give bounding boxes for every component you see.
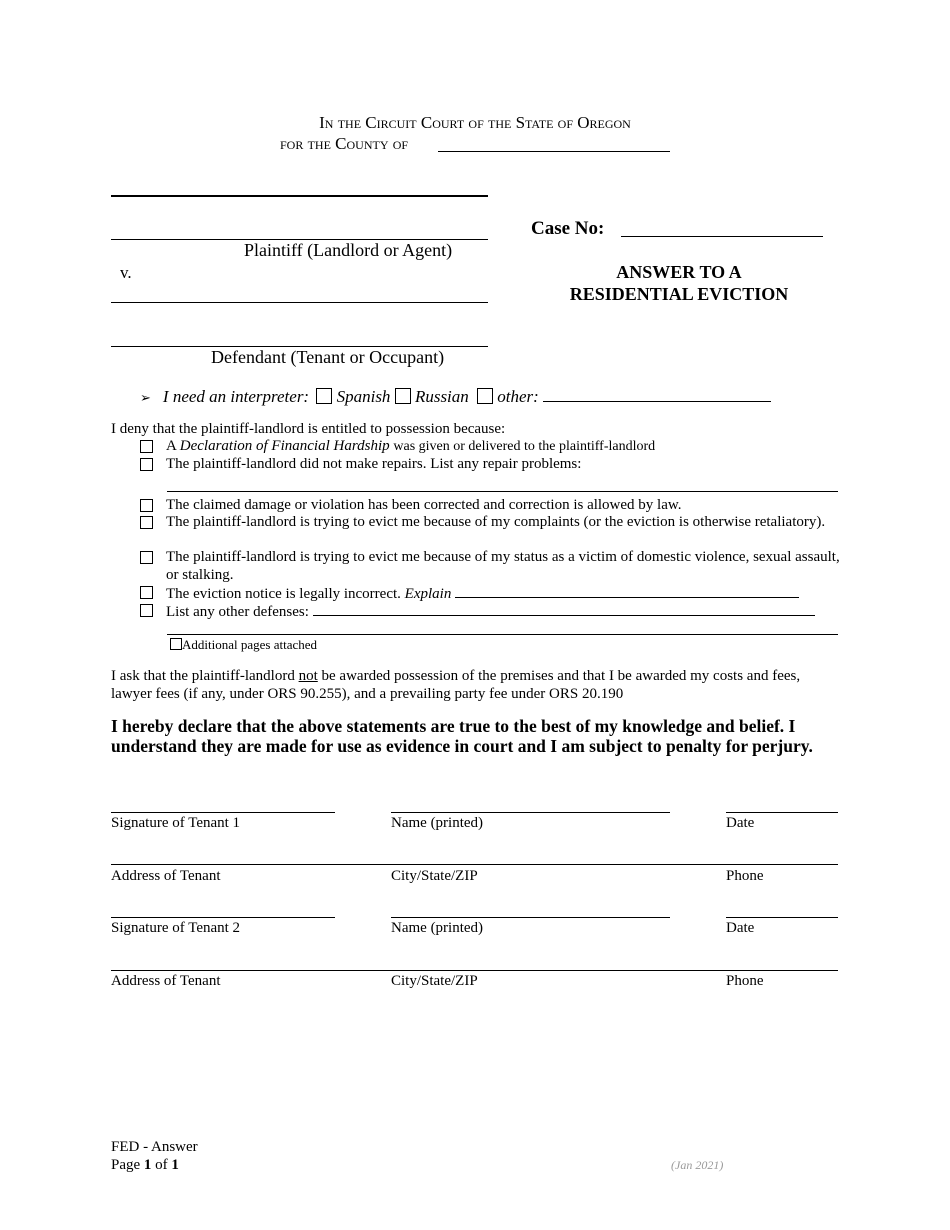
- document-title-line1: ANSWER TO A: [616, 262, 742, 282]
- additional-pages: [170, 637, 317, 653]
- defense-corrected-text: The claimed damage or violation has been corrected and correction is allowed by law.: [166, 497, 682, 513]
- address-2-line[interactable]: [111, 970, 838, 971]
- defense-repairs-text: The plaintiff-landlord did not make repairs. List any repair problems:: [166, 456, 582, 472]
- phone-2-label: Phone: [726, 973, 764, 989]
- interpreter-prompt: I need an interpreter:: [162, 387, 310, 406]
- additional-pages-checkbox[interactable]: [170, 638, 182, 650]
- spanish-label: Spanish: [336, 387, 391, 406]
- signature-1-line[interactable]: [111, 812, 335, 813]
- perjury-declaration: I hereby declare that the above statements are true to the best of my knowledge and belief. I understand they are made for use as evidence in court and I am subject to penalty for perjury.: [111, 716, 813, 756]
- deny-intro: I deny that the plaintiff-landlord is entitled to possession because:: [111, 421, 506, 437]
- versus-label: v.: [120, 263, 132, 282]
- notice-explain-field[interactable]: [455, 584, 799, 598]
- defendant-label: Defendant (Tenant or Occupant): [211, 347, 445, 367]
- russian-checkbox[interactable]: [395, 388, 411, 404]
- other-defenses-line-2[interactable]: [167, 634, 838, 635]
- footer-form-name: FED - Answer: [111, 1139, 198, 1155]
- defense-notice-incorrect: [140, 584, 840, 604]
- other-language-label: other:: [497, 387, 539, 406]
- defense-corrected: [140, 497, 840, 515]
- defense-retaliation: [140, 514, 840, 532]
- defendant-name-line-1[interactable]: [111, 302, 488, 303]
- defense-hardship-text: was given or delivered to the plaintiff-landlord: [393, 439, 656, 454]
- defense-notice-explain: Explain: [404, 586, 452, 602]
- defense-hardship-checkbox[interactable]: [140, 440, 153, 453]
- request-text-pre: I ask that the plaintiff-landlord: [111, 668, 295, 684]
- request-not: not: [298, 668, 318, 684]
- name-1-line[interactable]: [391, 812, 670, 813]
- spanish-checkbox[interactable]: [316, 388, 332, 404]
- defense-victim-status-checkbox[interactable]: [140, 551, 153, 564]
- case-no-label: Case No:: [531, 218, 605, 239]
- date-1-label: Date: [726, 815, 755, 831]
- signature-2-label: Signature of Tenant 2: [111, 920, 241, 936]
- defense-corrected-checkbox[interactable]: [140, 499, 153, 512]
- defense-victim-status: [140, 549, 840, 584]
- defense-hardship-prefix: A: [166, 438, 177, 454]
- city-2-label: City/State/ZIP: [391, 973, 478, 989]
- defense-other: [140, 602, 840, 622]
- address-1-label: Address of Tenant: [111, 868, 221, 884]
- defense-repairs: [140, 456, 840, 474]
- name-2-label: Name (printed): [391, 920, 484, 936]
- plaintiff-label: Plaintiff (Landlord or Agent): [244, 240, 453, 260]
- footer-of-word: of: [155, 1157, 168, 1173]
- defense-notice-incorrect-checkbox[interactable]: [140, 586, 153, 599]
- defense-hardship: [140, 438, 840, 456]
- name-1-label: Name (printed): [391, 815, 484, 831]
- document-title: [530, 261, 828, 305]
- county-label: for the County of: [280, 134, 409, 153]
- case-no-field[interactable]: [621, 236, 823, 237]
- arrow-bullet-icon: ➢: [140, 391, 151, 406]
- court-name: In the Circuit Court of the State of Oregon: [319, 113, 631, 132]
- request-paragraph: [111, 668, 841, 703]
- defense-retaliation-text: The plaintiff-landlord is trying to evict me because of my complaints (or the eviction is otherwise retaliatory).: [166, 514, 826, 530]
- signature-1-label: Signature of Tenant 1: [111, 815, 241, 831]
- name-2-line[interactable]: [391, 917, 670, 918]
- date-2-label: Date: [726, 920, 755, 936]
- defense-retaliation-checkbox[interactable]: [140, 516, 153, 529]
- defense-other-text: List any other defenses:: [166, 604, 309, 620]
- city-1-label: City/State/ZIP: [391, 868, 478, 884]
- date-1-line[interactable]: [726, 812, 838, 813]
- russian-label: Russian: [414, 387, 469, 406]
- footer-page-number: [111, 1157, 179, 1175]
- defense-hardship-emphasis: Declaration of Financial Hardship: [179, 438, 390, 454]
- additional-pages-label: Additional pages attached: [182, 637, 318, 652]
- defense-victim-status-text: The plaintiff-landlord is trying to evict me because of my status as a victim of domestic violence, sexual assault, or stalking.: [166, 549, 840, 583]
- footer-page-current: 1: [143, 1157, 152, 1173]
- footer-page-word: Page: [111, 1157, 141, 1173]
- footer-page-total: 1: [171, 1157, 179, 1173]
- footer-revision-date: (Jan 2021): [671, 1158, 724, 1172]
- other-language-checkbox[interactable]: [477, 388, 493, 404]
- repair-problems-field[interactable]: [167, 491, 838, 492]
- defense-notice-text: The eviction notice is legally incorrect.: [166, 586, 401, 602]
- plaintiff-name-line-1[interactable]: [111, 195, 488, 197]
- phone-1-label: Phone: [726, 868, 764, 884]
- defense-other-checkbox[interactable]: [140, 604, 153, 617]
- date-2-line[interactable]: [726, 917, 838, 918]
- address-2-label: Address of Tenant: [111, 973, 221, 989]
- signature-2-line[interactable]: [111, 917, 335, 918]
- other-language-field[interactable]: [543, 386, 771, 402]
- other-defenses-field[interactable]: [313, 602, 815, 616]
- document-title-line2: RESIDENTIAL EVICTION: [569, 284, 789, 304]
- request-text-post: be awarded possession of the premises and that I be awarded my costs and fees, lawyer fees (if any, under ORS 90.255), and a prevailing party fee under ORS 20.190: [111, 668, 801, 702]
- county-field[interactable]: [438, 151, 670, 152]
- address-1-line[interactable]: [111, 864, 838, 865]
- defense-repairs-checkbox[interactable]: [140, 458, 153, 471]
- interpreter-row: [140, 386, 771, 407]
